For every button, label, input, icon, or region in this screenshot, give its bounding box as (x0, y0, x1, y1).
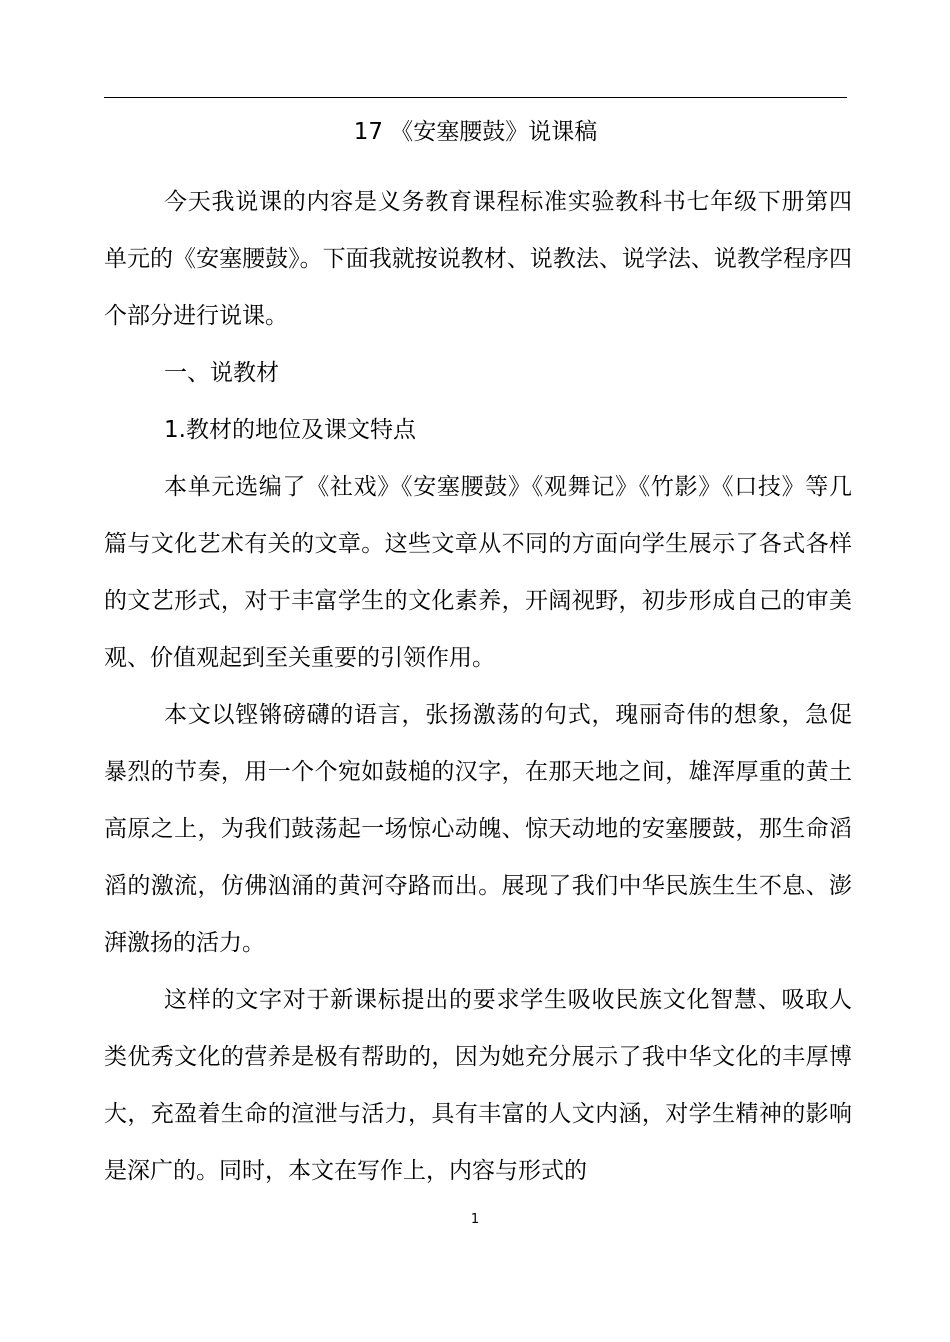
document-title: 17 《安塞腰鼓》说课稿 (353, 119, 598, 145)
paragraph-value: 这样的文字对于新课标提出的要求学生吸收民族文化智慧、吸取人类优秀文化的营养是极有帮助的，因为她充分展示了我中华文化的丰厚博大，充盈着生命的渲泄与活力，具有丰富的人文内涵，对学生精神的影响是深广的。同时，本文在写作上，内容与形式的 (104, 987, 852, 1184)
paragraph-unit: 本单元选编了《社戏》《安塞腰鼓》《观舞记》《竹影》《口技》等几篇与文化艺术有关的文章。这些文章从不同的方面向学生展示了各式各样的文艺形式，对于丰富学生的文化素养，开阔视野，初步形成自己的审美观、价值观起到至关重要的引领作用。 (104, 474, 852, 671)
document-body (104, 174, 852, 1200)
section-heading: 一、说教材 (164, 360, 279, 386)
subsection-heading: 1.教材的地位及课文特点 (164, 417, 416, 443)
paragraph-intro: 今天我说课的内容是义务教育课程标准实验教科书七年级下册第四单元的《安塞腰鼓》。下面我就按说教材、说教法、说学法、说教学程序四个部分进行说课。 (104, 189, 852, 329)
header-rule (104, 97, 847, 98)
page-number: 1 (470, 1212, 480, 1227)
paragraph-text-features: 本文以铿锵磅礴的语言，张扬激荡的句式，瑰丽奇伟的想象，急促暴烈的节奏，用一个个宛如鼓槌的汉字，在那天地之间，雄浑厚重的黄土高原之上，为我们鼓荡起一场惊心动魄、惊天动地的安塞腰鼓，那生命滔滔的激流，仿佛汹涌的黄河夺路而出。展现了我们中华民族生生不息、澎湃激扬的活力。 (104, 702, 852, 956)
